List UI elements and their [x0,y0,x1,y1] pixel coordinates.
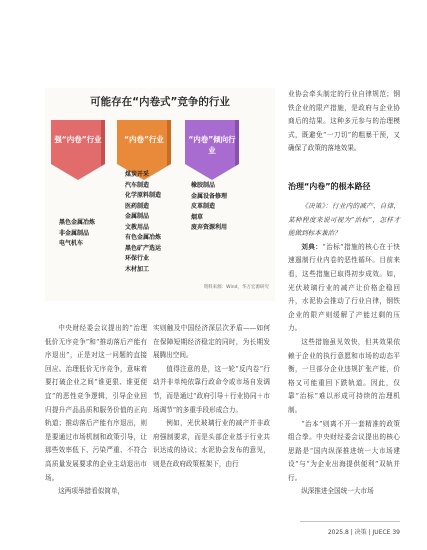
industry-figure [45,88,275,301]
paragraph: 值得注意的是，这一轮“反内卷”行动并非单纯依靠行政命令或市场自发调节，而是通过“政府引导＋行业协同＋市场调节”的多重手段形成合力。 [153,364,270,414]
footer-divider [300,521,400,522]
fan-shape-red [51,120,105,180]
paragraph: “治本”则离不开一套精准的政策组合拳。中央财经委会议提出的核心思路是“国内纵深推进统一大市场建设”与“为企业出海提供便利”双轨并行。 [288,419,400,482]
list-tendency [191,181,227,234]
figure-source: 资料来源：Wind，华万宏源研究 [203,285,269,290]
article-column-left [45,322,147,499]
list-item: 废弃资源利用 [191,224,228,231]
speaker-label: 刘典： [301,242,323,251]
paragraph: 例如，光伏玻璃行业的减产并非政府强制要求，而是头部企业基于行业共识达成的协议；水泥协会发布的意见，则是在政府政策框架下，由行 [153,419,270,468]
group-label-involution: “内卷”行业 [124,135,164,144]
section-heading: 治理“内卷”的根本路径 [288,182,371,191]
list-item: 皮革制造 [191,203,216,210]
list-item: 黑色金属冶炼 [59,219,96,226]
list-item: 金属设备修理 [191,192,228,200]
article-column-right [288,200,400,499]
interview-answer [288,241,400,336]
list-strong [59,218,95,250]
list-item: 汽车制造 [125,181,150,189]
paragraph: 这些措施虽见效快，但其效果依赖于企业的执行意愿和市场的动态平衡，一旦部分企业违规扩张产能，价格又可能重回下跌轨道。因此，仅靠“治标”难以形成可持续的治理机制。 [288,337,400,414]
list-item: 医药制造 [125,202,150,210]
list-item: 煤炭开采 [125,171,150,178]
paragraph: 中央财经委会议提出的“治理低价无序竞争”和“推动落后产能有序退出”，正是对这一问题的直接回应。治理低价无序竞争，意味着要打破企业之间“谁更狠、谁更便宜”的恶性竞争逻辑，引导企业回归提升产品品质和服务价值的正向轨道；推动落后产能有序退出，则是要通过市场机制和政策引导，让那些效率低下、污染严重、不符合高质量发展要求的企业主动退出市场。 [45,324,147,482]
list-item: 金属制品 [125,213,150,220]
list-item: 黑色矿产选运 [125,244,162,252]
list-item: 文教用品 [125,223,150,231]
group-label-tendency: “内卷”倾向行业 [188,135,236,155]
list-item: 烟草 [191,213,204,221]
list-item: 电气机车 [59,240,84,247]
group-label-strong: 强“内卷”行业 [54,135,102,144]
paragraph: 实则触及中国经济深层次矛盾——如何在保障短期经济稳定的同时，为长期发展腾出空间。 [153,324,270,360]
list-item: 环保行业 [125,255,150,262]
paragraph: 业协会牵头制定的行业自律规范；钢铁企业的限产措施，是政府与企业协商后的结果。这种多元参与的治理模式，既避免“一刀切”的粗暴干预，又确保了政策的落地效果。 [288,90,400,153]
article-column-middle [153,322,270,472]
figure-title: 可能存在“内卷式”竞争的行业 [90,96,230,108]
paragraph: 纵深推进全国统一大市场 [301,487,374,496]
interview-question: 《决策》：行业内的减产、自律，某种程度来说可视为“治标”，怎样才能做到标本兼治？ [288,202,400,238]
article-column-right-top [288,88,400,156]
list-involution [125,170,161,275]
group-strong-involution [51,120,105,312]
page-footer: 2025.8 | 决策 | JUECE 39 [327,529,400,536]
paragraph: 这两项举措看似简单， [58,487,125,496]
answer-text: “治标”措施的核心在于快速遏制行业内卷的恶性循环。目前来看，这些措施已取得初步成效。如，光伏玻璃行业的减产让价格企稳回升，水泥协会推动了行业自律，钢铁企业的限产则缓解了产能过剩的压力。 [288,242,400,333]
list-item: 化学原料制造 [125,192,162,199]
list-item: 有色金属冶炼 [125,234,162,241]
list-item: 非金属制品 [59,229,90,237]
list-item: 木材加工 [125,265,150,273]
list-item: 橡胶制品 [191,182,216,189]
